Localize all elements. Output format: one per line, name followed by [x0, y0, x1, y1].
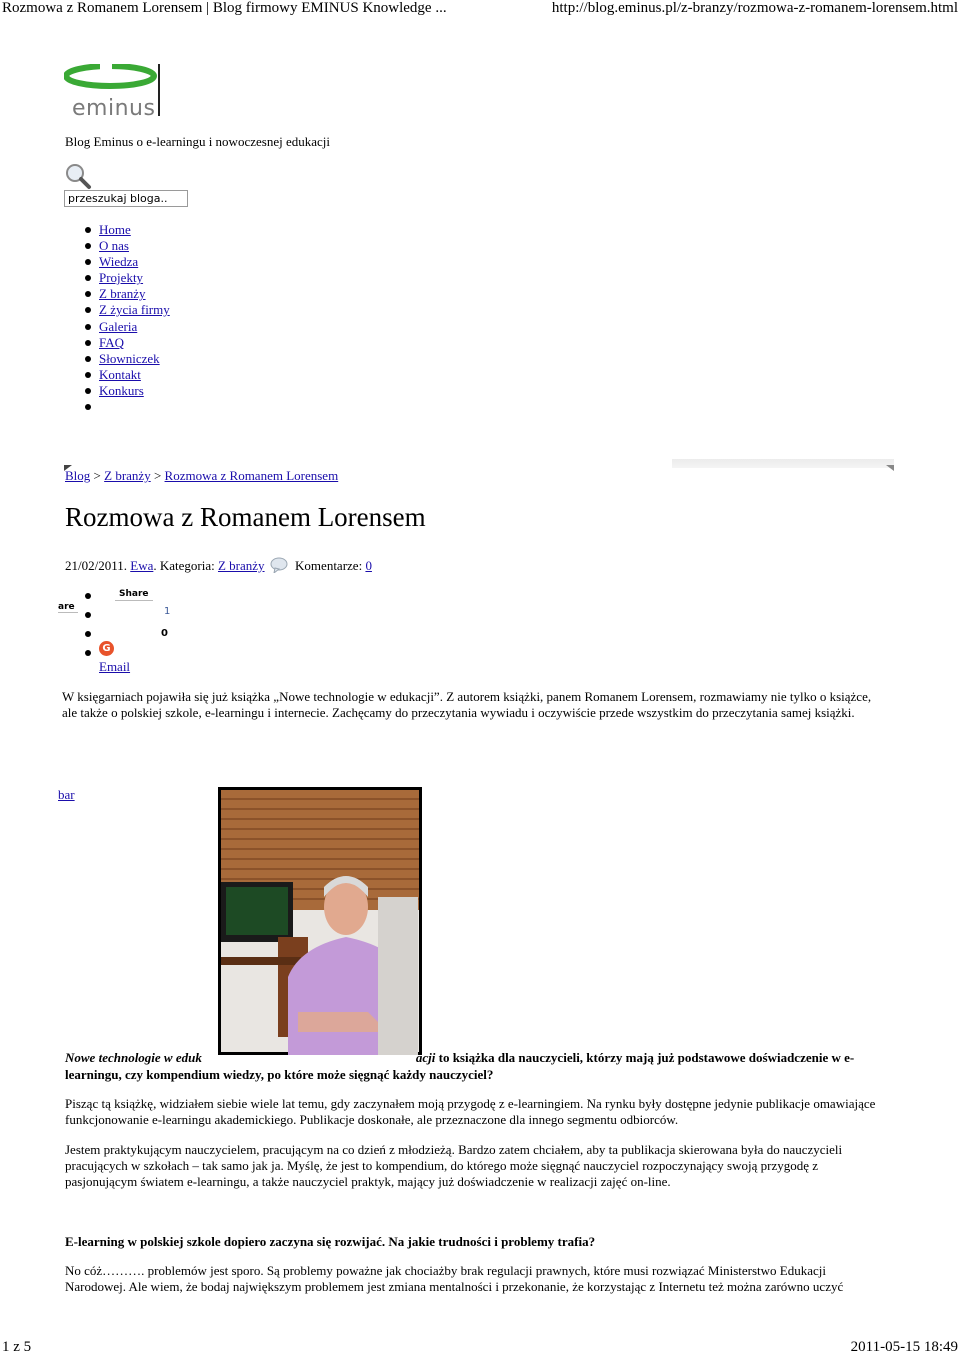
post-title: Rozmowa z Romanem Lorensem [65, 502, 426, 532]
eminus-logo[interactable] [64, 64, 164, 122]
breadcrumb-separator: > [153, 468, 162, 483]
nav-item-home[interactable] [80, 222, 170, 238]
share-count: 1 [164, 606, 171, 617]
share-item [80, 645, 99, 664]
comments-count-link[interactable]: 0 [365, 558, 372, 573]
google-buzz-icon[interactable]: G [99, 641, 114, 656]
print-datetime: 2011-05-15 18:49 [850, 1339, 958, 1355]
question-1 [65, 1049, 885, 1083]
breadcrumb-link-category[interactable]: Z branży [104, 468, 151, 483]
email-share-link[interactable]: Email [99, 659, 131, 674]
share-left-button[interactable]: are [58, 602, 78, 613]
bar-link[interactable]: bar [58, 787, 75, 802]
nav-item-wiedza[interactable] [80, 254, 170, 270]
answer-paragraph: No cóż………. problemów jest sporo. Są problemy poważne jak chociażby brak regulacji prawnych, które musi rozwiązać Ministerstwo Edukacji Narodowej. Ale wiem, że bodaj największym problemem jest zmiana mentalności i przekonanie, że korzystając z Internetu też można zarówno uczyć [65, 1263, 844, 1295]
share-list [80, 588, 99, 664]
nav-item-slowniczek[interactable] [80, 351, 170, 367]
question-2: E-learning w polskiej szkole dopiero zaczyna się rozwijać. Na jakie trudności i problemy trafia? [65, 1234, 596, 1249]
book-title-start: Nowe technologie w eduk [65, 1050, 202, 1065]
nav-item-o-nas[interactable] [80, 238, 170, 254]
main-nav [80, 222, 170, 415]
print-page-url: http://blog.eminus.pl/z-branzy/rozmowa-z-romanem-lorensem.html [551, 0, 958, 16]
nav-item-galeria[interactable] [80, 319, 170, 335]
comments-label: Komentarze: [295, 558, 363, 573]
nav-link[interactable]: Konkurs [99, 382, 144, 398]
share-item [80, 588, 99, 607]
category-label: Kategoria: [159, 558, 215, 573]
print-page-number: 1 z 5 [2, 1339, 32, 1355]
comment-bubble-icon [270, 557, 288, 573]
nav-link[interactable]: Słowniczek [99, 350, 160, 366]
answer-paragraph: Jestem praktykującym nauczycielem, pracującym na co dzień z młodzieżą. Bardzo zatem chciałem, aby ta publikacja skierowana była do nauczycieli pracujących w szkołach – tak samo jak ja. Myślę, że jest to kompendium, do którego może sięgnąć nauczyciel rozpoczynający swoją przygodę z pasjonującym światem e-learningu, a także nauczyciel praktyk, mający już doświadczenie w realizacji zajęć on-line. [65, 1142, 843, 1190]
nav-item-z-zycia-firmy[interactable] [80, 302, 170, 318]
post-category-link[interactable]: Z branży [217, 558, 265, 573]
nav-item-empty [80, 399, 170, 415]
search-icon[interactable] [64, 162, 92, 190]
book-title-end: acji [415, 1050, 436, 1065]
share-item [80, 607, 99, 626]
blog-tagline: Blog Eminus o e-learningu i nowoczesnej edukacji [65, 134, 330, 149]
share-button[interactable]: Share [115, 589, 153, 601]
meta-period: . [153, 558, 157, 573]
post-date: 21/02/2011. [65, 558, 127, 573]
post-meta [65, 557, 372, 574]
nav-link[interactable]: Kontakt [99, 366, 141, 382]
question-1-text: to książka dla nauczycieli, którzy mają już podstawowe doświadczenie w e-learningu, czy kompendium wiedzy, po które może sięgnąć każdy nauczyciel? [65, 1050, 855, 1082]
nav-item-konkurs[interactable] [80, 383, 170, 399]
search-input[interactable] [64, 190, 188, 207]
corner-decoration [886, 459, 894, 465]
nav-link[interactable]: Galeria [99, 318, 138, 334]
breadcrumb-separator: > [93, 468, 101, 483]
post-author-link[interactable]: Ewa [130, 558, 154, 573]
share-count: 0 [161, 628, 168, 639]
breadcrumb-link-post[interactable]: Rozmowa z Romanem Lorensem [164, 468, 339, 483]
nav-link[interactable]: Wiedza [99, 254, 139, 270]
nav-item-faq[interactable] [80, 335, 170, 351]
nav-link[interactable]: Z życia firmy [99, 302, 170, 318]
nav-link[interactable]: Home [99, 222, 131, 237]
post-intro: W księgarniach pojawiła się już książka „Nowe technologie w edukacji”. Z autorem książki, panem Romanem Lorensem, rozmawiamy nie tylko o książce, ale także o polskiej szkole, e-learningu i internecie. Zachęcamy do przeczytania wywiadu i oczywiście przede wszystkim do przeczytania samej książki. [62, 689, 872, 721]
nav-link[interactable]: Z branży [99, 286, 146, 302]
breadcrumb-link-blog[interactable]: Blog [65, 468, 91, 483]
nav-link[interactable]: O nas [99, 238, 129, 254]
nav-item-z-branzy[interactable] [80, 286, 170, 302]
nav-item-kontakt[interactable] [80, 367, 170, 383]
decorative-gray-bar [672, 459, 894, 468]
print-page-title: Rozmowa z Romanem Lorensem | Blog firmowy EMINUS Knowledge ... [2, 0, 447, 16]
nav-link[interactable]: FAQ [99, 334, 125, 350]
breadcrumb [65, 468, 338, 484]
corner-decoration [64, 459, 72, 465]
nav-item-projekty[interactable] [80, 270, 170, 286]
share-item [80, 626, 99, 645]
answer-paragraph: Pisząc tą książkę, widziałem siebie wiele lat temu, gdy zaczynałem moją przygodę z e-learningiem. Na rynku były dostępne jedynie publikacje omawiające funkcjonowanie e-learningu akademickiego. Publikacje doskonałe, ale przeznaczone dla innego segmentu odbiorców. [65, 1096, 876, 1128]
logo-text: eminus [72, 96, 156, 121]
nav-link[interactable]: Projekty [99, 270, 144, 286]
author-photo [218, 787, 422, 1055]
